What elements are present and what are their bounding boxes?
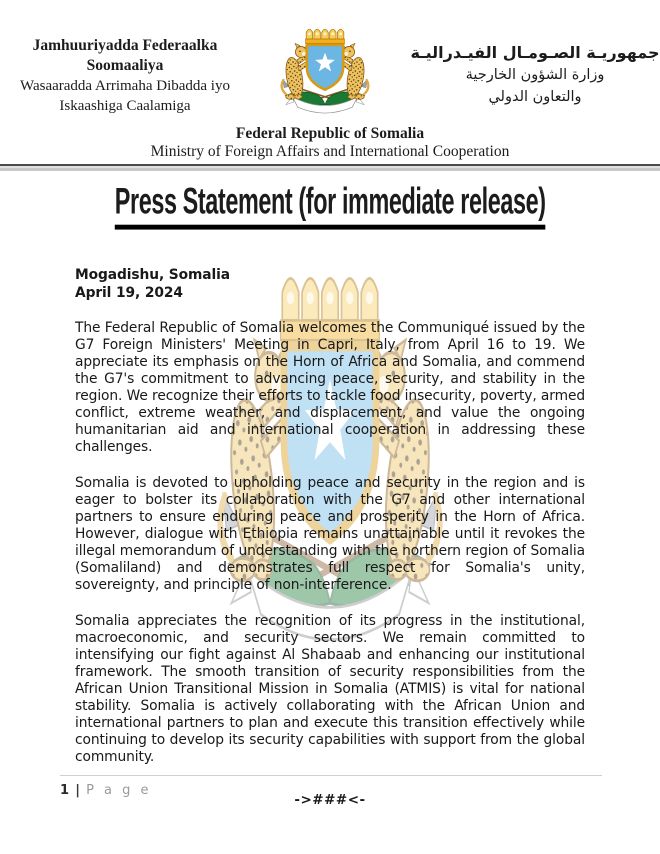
coat-of-arms-icon <box>251 24 399 128</box>
arabic-republic-name: جمهوريـة الصـومـال الفيـدراليـة <box>410 43 660 62</box>
dateline-date: April 19, 2024 <box>75 285 183 301</box>
end-of-release-mark: ->###<- <box>294 792 366 808</box>
title-row <box>0 182 660 224</box>
document-body <box>0 266 660 809</box>
body-paragraph-3: Somalia appreciates the recognition of its progress in the institutional, macroeconomic, and security sectors. We remain committed to intensifying our fight against Al Shabaab and enhancing our institutional framework. The smooth transition of security responsibilities from the African Union Transitional Mission in Somalia (ATMIS) is vital for national stability. Somalia is actively collaborating with the African Union and international partners to plan and execute this transition effectively while continuing to develop its security capabilities with support from the global community. <box>75 613 585 765</box>
letterhead-emblem <box>250 24 400 128</box>
header-divider <box>0 164 660 168</box>
page-title: Press Statement (for immediate release) <box>115 182 546 230</box>
english-republic-name: Federal Republic of Somalia <box>235 125 425 142</box>
page-number: 1 <box>60 783 70 798</box>
page-label: P a g e <box>86 783 152 798</box>
page-number-line <box>60 783 602 798</box>
page-number-separator: | <box>75 783 80 798</box>
arabic-ministry-name-line1: وزارة الشؤون الخارجية <box>465 67 605 83</box>
somali-ministry-name-line1: Wasaaradda Arrimaha Dibadda iyo <box>20 78 230 94</box>
page-footer <box>60 775 602 798</box>
somali-republic-name: Jamhuuriyadda Federaalka Soomaaliya <box>32 37 218 74</box>
dateline <box>75 266 585 302</box>
footer-divider <box>60 775 602 776</box>
english-ministry-name: Ministry of Foreign Affairs and International Cooperation <box>150 143 510 160</box>
letterhead-arabic-block <box>400 24 660 108</box>
body-paragraph-1: The Federal Republic of Somalia welcomes the Communiqué issued by the G7 Foreign Ministers' Meeting in Capri, Italy, from April 16 to 19. We appreciate its emphasis on the Horn of Africa and Somalia, and commend the G7's commitment to advancing peace, security, and stability in the region. We recognize their efforts to tackle food insecurity, poverty, armed conflict, extreme weather, and displacement, and value the ongoing humanitarian aid and international cooperation in addressing these challenges. <box>75 320 585 455</box>
letterhead-somali-block <box>0 24 250 116</box>
arabic-ministry-name-line2: والتعاون الدولي <box>488 89 582 105</box>
dateline-city: Mogadishu, Somalia <box>75 267 230 283</box>
letterhead-english-block <box>0 126 660 160</box>
body-paragraph-2: Somalia is devoted to upholding peace and security in the region and is eager to bolster its collaboration with the G7 and other international partners to ensure enduring peace and prosperity in the Horn of Africa. However, dialogue with Ethiopia remains unattainable until it revokes the illegal memorandum of understanding with the northern region of Somalia (Somaliland) and demonstrates full respect for Somalia's unity, sovereignty, and principle of non-interference. <box>75 475 585 593</box>
letterhead <box>0 0 660 128</box>
somali-ministry-name-line2: Iskaashiga Caalamiga <box>59 98 191 114</box>
